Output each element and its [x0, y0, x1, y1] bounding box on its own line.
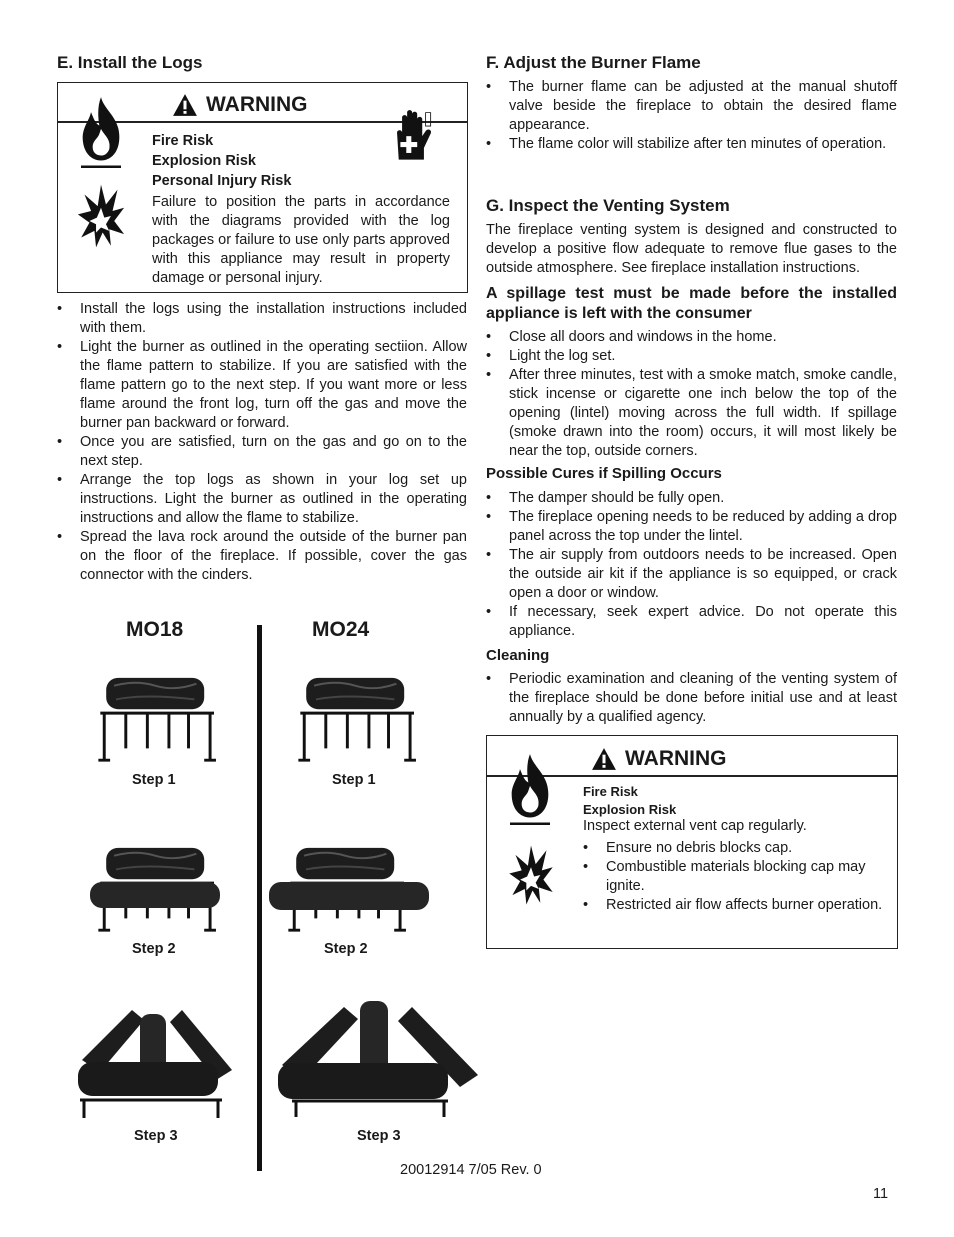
venting-paragraph: The fireplace venting system is designed and constructed to develop a positive flow adequate to remove flue gases to the outside atmosphere. See fireplace installation instructions. — [486, 222, 897, 276]
list-item: • The flame color will stabilize after ten minutes of operation. — [486, 135, 897, 154]
warning-bullet-list — [583, 839, 883, 915]
warning-risk-list — [583, 783, 676, 819]
cures-heading: Possible Cures if Spilling Occurs — [486, 465, 722, 482]
warning-box-venting — [486, 735, 898, 949]
fire-icon — [505, 750, 555, 830]
mo18-step3-logs-image — [72, 1000, 252, 1120]
list-item: • Install the logs using the installation instructions included with them. — [57, 300, 467, 338]
alert-triangle-icon — [591, 747, 617, 771]
risk-fire: Fire Risk — [152, 133, 214, 149]
warning-text: Failure to position the parts in accordance with the diagrams provided with the log packages or failure to use only parts approved with this appliance may result in property damage or personal injury. — [152, 194, 450, 286]
spillage-test-heading: A spillage test must be made before the installed appliance is left with the consumer — [486, 285, 897, 322]
mo24-step2-caption: Step 2 — [324, 941, 368, 957]
list-item: • The burner flame can be adjusted at the manual shutoff valve beside the fireplace to obtain the desired flame appearance. — [486, 78, 897, 135]
fire-icon — [76, 95, 126, 171]
alert-triangle-icon — [172, 93, 198, 117]
mo18-step2-logs-image — [80, 840, 250, 938]
list-item: • Periodic examination and cleaning of the venting system of the fireplace should be done before initial use and at least annually by a qualified agency. — [486, 670, 897, 727]
model-divider — [257, 625, 262, 1171]
list-item: • The air supply from outdoors needs to be increased. Open the outside air kit if the appliance is so equipped, or crack open a door or window. — [486, 546, 897, 603]
list-item: • Ensure no debris blocks cap. — [583, 839, 883, 858]
list-item: • Close all doors and windows in the home. — [486, 328, 897, 347]
model-mo24-label: MO24 — [312, 618, 370, 641]
section-e-heading: E. Install the Logs — [57, 53, 203, 72]
logs-bullet-list — [57, 300, 467, 585]
list-item: • Spread the lava rock around the outside of the burner pan on the floor of the fireplace. If possible, cover the gas connector with the cinders. — [57, 528, 467, 585]
mo18-step3-caption: Step 3 — [134, 1128, 178, 1144]
mo18-step1-logs-image — [80, 670, 250, 768]
model-mo18-label: MO18 — [126, 618, 184, 641]
mo24-step2-logs-image — [265, 840, 445, 938]
mo24-step3-logs-image — [272, 995, 488, 1120]
warning-title: WARNING — [625, 747, 727, 770]
risk-fire: Fire Risk — [583, 784, 638, 799]
document-number: 20012914 7/05 Rev. 0 — [400, 1162, 542, 1178]
cleaning-heading: Cleaning — [486, 647, 550, 664]
list-item: • Once you are satisfied, turn on the gas and go on to the next step. — [57, 433, 467, 471]
burner-bullet-list — [486, 78, 897, 154]
list-item: • Combustible materials blocking cap may ignite. — [583, 858, 883, 896]
cures-bullet-list — [486, 489, 897, 641]
warning-title: WARNING — [206, 93, 308, 116]
list-item: • Restricted air flow affects burner operation. — [583, 896, 883, 915]
section-f-heading: F. Adjust the Burner Flame — [486, 53, 701, 72]
risk-injury: Personal Injury Risk — [152, 173, 292, 189]
mo24-step1-logs-image — [280, 670, 450, 768]
list-item: • Light the burner as outlined in the operating sectiion. Allow the flame pattern to stabilize. If you are satisfied with the flame pattern go to the next step. If you want more or less flame around the front log, turn off the gas and move the burner pan backward or forward. — [57, 338, 467, 433]
mo24-step1-caption: Step 1 — [332, 772, 376, 788]
warning-header — [172, 93, 308, 117]
warning-header — [591, 747, 727, 771]
risk-explosion: Explosion Risk — [152, 153, 256, 169]
explosion-icon — [72, 183, 130, 249]
list-item: • The fireplace opening needs to be reduced by adding a drop panel across the top under the lintel. — [486, 508, 897, 546]
risk-explosion: Explosion Risk — [583, 802, 677, 817]
explosion-icon — [503, 844, 559, 906]
list-item: • The damper should be fully open. — [486, 489, 897, 508]
glove-injury-icon — [392, 103, 434, 171]
warning-box-logs — [57, 82, 468, 293]
spillage-bullet-list — [486, 328, 897, 461]
list-item: • Arrange the top logs as shown in your log set up instructions. Light the burner as outlined in the operating instructions and allow the flame to stabilize. — [57, 471, 467, 528]
list-item: • Light the log set. — [486, 347, 897, 366]
list-item: • After three minutes, test with a smoke match, smoke candle, stick incense or cigarette one inch below the top of the opening (lintel) moving across the full width. If spillage (smoke drawn into the room) occurs, it will most likely be near the top, outside corners. — [486, 366, 897, 461]
section-g-heading: G. Inspect the Venting System — [486, 196, 730, 215]
warning-intro: Inspect external vent cap regularly. — [583, 818, 807, 834]
page-number: 11 — [873, 1186, 889, 1202]
cleaning-bullet-list — [486, 670, 897, 727]
warning-risk-list — [152, 131, 291, 191]
mo18-step2-caption: Step 2 — [132, 941, 176, 957]
mo24-step3-caption: Step 3 — [357, 1128, 401, 1144]
list-item: • If necessary, seek expert advice. Do not operate this appliance. — [486, 603, 897, 641]
mo18-step1-caption: Step 1 — [132, 772, 176, 788]
